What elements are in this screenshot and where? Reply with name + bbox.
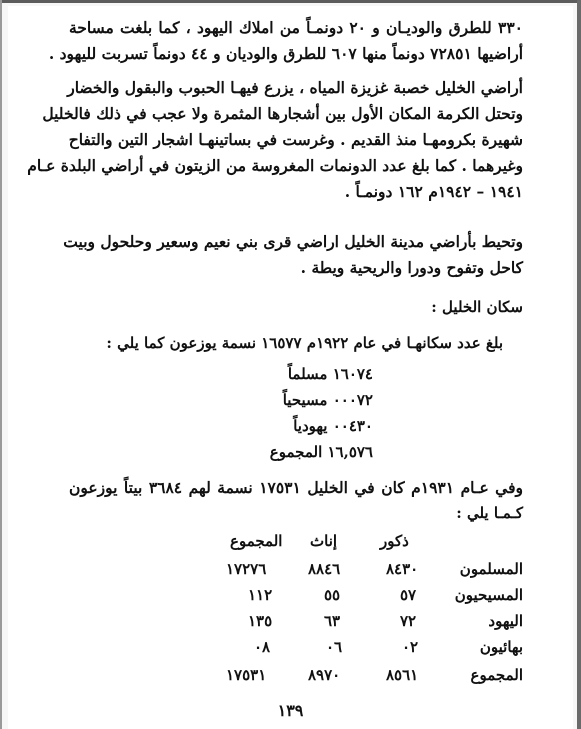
table-row-group: المسيحيون (454, 586, 523, 604)
page-number: ١٣٩ (277, 701, 304, 720)
table-cell-females: ٨٨٤٦ (308, 560, 341, 578)
table-cell-total: ١٧٢٧٦ (226, 560, 267, 578)
table-cell-males: ٨٥٦١ (386, 666, 419, 684)
paragraph-line: أراضيها ٧٢٨٥١ دونماً منها ٦٠٧ للطرق والوديان و ٤٤ دونماً تسربت لليهود . (48, 44, 523, 63)
census-1922-row (293, 415, 373, 437)
table-cell-males: ٧٢ (400, 612, 417, 630)
viewer-left-border (0, 0, 2, 729)
paragraph-line: وتحيط بأراضي مدينة الخليل اراضي قرى بني نعيم وسعير وحلحول وبيت (63, 232, 523, 251)
census-1931-intro: وفي عـام ١٩٣١م كان في الخليل ١٧٥٣١ نسمة لهم ٣٦٨٤ بيتاً يوزعون (69, 478, 523, 497)
table-header-total: المجموع (230, 532, 283, 550)
census-value: ١٦,٥٧٦ (327, 443, 373, 461)
table-cell-total: ٠٨ (254, 638, 271, 656)
table-row-group: بهائيون (479, 638, 523, 656)
census-label: يهودياً (293, 417, 328, 435)
paragraph-line: وغيرهما . كما بلغ عدد الدونمات المغروسة من الزيتون في أراضي البلدة عـام (27, 156, 523, 175)
census-1922-intro: بلغ عدد سكانهـا في عام ١٩٢٢م ١٦٥٧٧ نسمة يوزعون كما يلي : (106, 334, 503, 352)
census-label: المجموع (269, 443, 323, 461)
section-heading: سكان الخليل : (431, 298, 523, 316)
census-1922-row (283, 389, 373, 411)
table-cell-total: ١١٢ (248, 586, 273, 604)
table-cell-males: ٥٧ (400, 586, 417, 604)
census-label: مسلماً (287, 365, 328, 383)
census-1922-row (270, 441, 373, 463)
census-1922-row (288, 363, 373, 385)
scanned-page (8, 6, 573, 729)
table-cell-females: ٠٦ (326, 638, 343, 656)
table-row-group: اليهود (488, 612, 523, 630)
viewer-top-border (0, 0, 581, 3)
table-row-group: المسلمون (459, 560, 523, 578)
census-value: ٠٠٤٣٠ (332, 417, 373, 435)
census-label: مسيحياً (282, 391, 328, 409)
paragraph-line: كاحل وتفوح ودورا والريحية ويطة . (300, 258, 523, 277)
census-value: ٠٠٠٧٢ (332, 391, 373, 409)
paragraph-line: أراضي الخليل خصبة غزيزة المياه ، يزرع فيهـا الحبوب والبقول والخضار (67, 78, 523, 97)
paragraph-line: شهيرة بكرومهـا منذ القديم . وغرست في بساتينهـا اشجار التين والتفاح (68, 130, 523, 149)
paragraph-line: ١٩٤١ – ١٩٤٢م ١٦٢ دونمـاً . (344, 182, 523, 201)
table-cell-males: ٠٢ (402, 638, 419, 656)
table-header-females: إناث (310, 532, 338, 550)
table-cell-total: ١٧٥٣١ (226, 666, 267, 684)
table-header-males: ذكور (380, 532, 409, 550)
table-cell-females: ٨٩٧٠ (308, 666, 341, 684)
paragraph-line: ٣٣٠ للطرق والوديـان و ٢٠ دونمـاً من املاك اليهود ، كما بلغت مساحة (69, 18, 524, 37)
census-value: ١٦٠٧٤ (332, 365, 373, 383)
viewer-right-border (577, 0, 581, 729)
table-row-group: المجموع (470, 666, 523, 684)
table-cell-total: ١٣٥ (248, 612, 273, 630)
paragraph-line: وتحتل الكرمة المكان الأول بين أشجارها المثمرة ولا عجب في ذلك فالخليل (42, 104, 523, 123)
table-cell-males: ٨٤٣٠ (386, 560, 419, 578)
census-1931-intro-cont: كـمـا يلي : (456, 504, 523, 522)
table-cell-females: ٦٣ (324, 612, 341, 630)
table-cell-females: ٥٥ (324, 586, 341, 604)
